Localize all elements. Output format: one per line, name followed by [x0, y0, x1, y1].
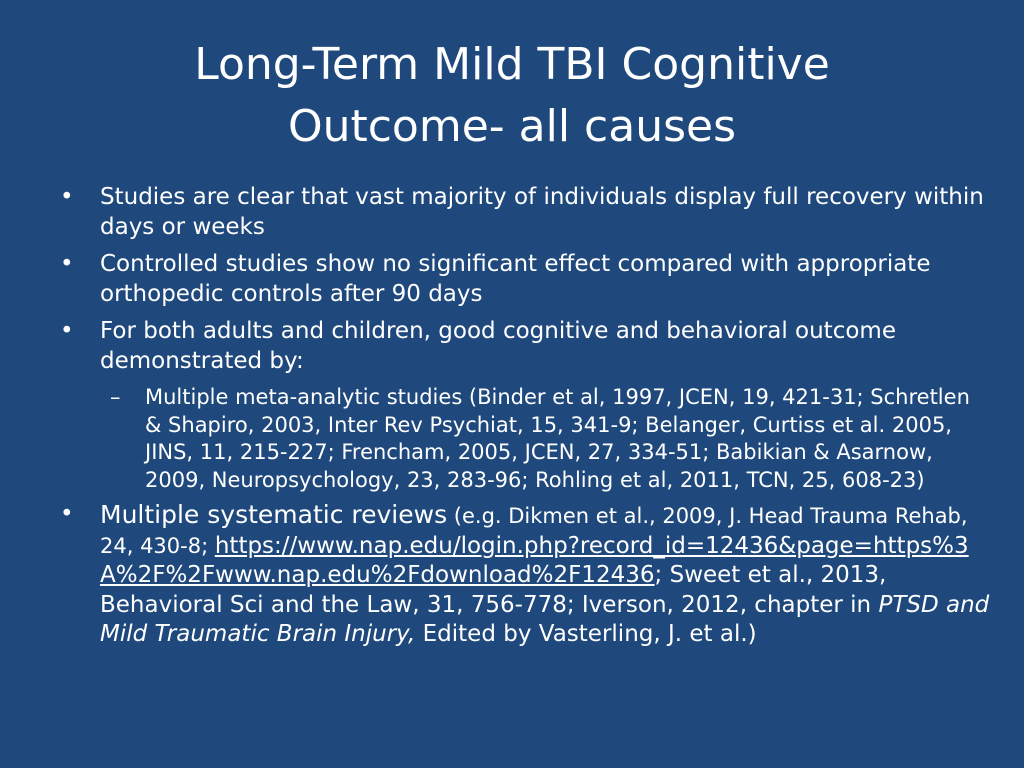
bullet-text-3: For both adults and children, good cognitive and behavioral outcome demonstrated by: — [100, 318, 896, 374]
reference-text-end: Edited by Vasterling, J. et al.) — [415, 621, 757, 647]
bullet-dot-icon: • — [60, 251, 74, 277]
bullet-lead-text: Multiple systematic reviews — [100, 500, 448, 529]
book-title: PTSD and Mild Traumatic Brain Injury, — [100, 591, 990, 647]
reference-text-mid: ; Sweet et al., 2013, Behavioral Sci and the Law, 31, 756-778; Iverson, 2012, chapter in — [100, 562, 887, 618]
reference-link[interactable]: https://www.nap.edu/login.php?record_id=12436&page=https%3A%2F%2Fwww.nap.edu%2Fdownload%2F12436 — [100, 532, 969, 588]
sub-bullet-item — [60, 384, 990, 494]
bullet-text-1: Studies are clear that vast majority of individuals display full recovery within days or weeks — [100, 184, 984, 240]
bullet-text-2: Controlled studies show no significant effect compared with appropriate orthopedic controls after 90 days — [100, 251, 931, 307]
bullet-dot-icon: • — [60, 184, 74, 210]
slide-title-line-1: Long-Term Mild TBI Cognitive — [194, 39, 830, 90]
slide-title — [80, 34, 944, 158]
bullet-dot-icon: • — [60, 501, 74, 527]
reference-text-start: (e.g. Dikmen et al., 2009, J. Head Trauma Rehab, 24, 430-8; — [100, 504, 968, 558]
dash-icon: – — [110, 385, 121, 409]
bullet-item-3 — [60, 317, 990, 376]
slide-body — [60, 183, 990, 658]
slide-title-line-2: Outcome- all causes — [287, 101, 737, 152]
bullet-item-4 — [60, 500, 990, 650]
bullet-dot-icon: • — [60, 318, 74, 344]
sub-bullet-text: Multiple meta-analytic studies (Binder et al, 1997, JCEN, 19, 421-31; Schretlen & Shapiro, 2003, Inter Rev Psychiat, 15, 341-9; Belanger, Curtiss et al. 2005, JINS, 11, 215-227; Frencham, 2005, JCEN, 27, 334-51; Babikian & Asarnow, 2009, Neuropsychology, 23, 283-96; Rohling et al, 2011, TCN, 25, 608-23) — [145, 385, 970, 492]
bullet-item-2 — [60, 250, 990, 309]
bullet-item-1 — [60, 183, 990, 242]
